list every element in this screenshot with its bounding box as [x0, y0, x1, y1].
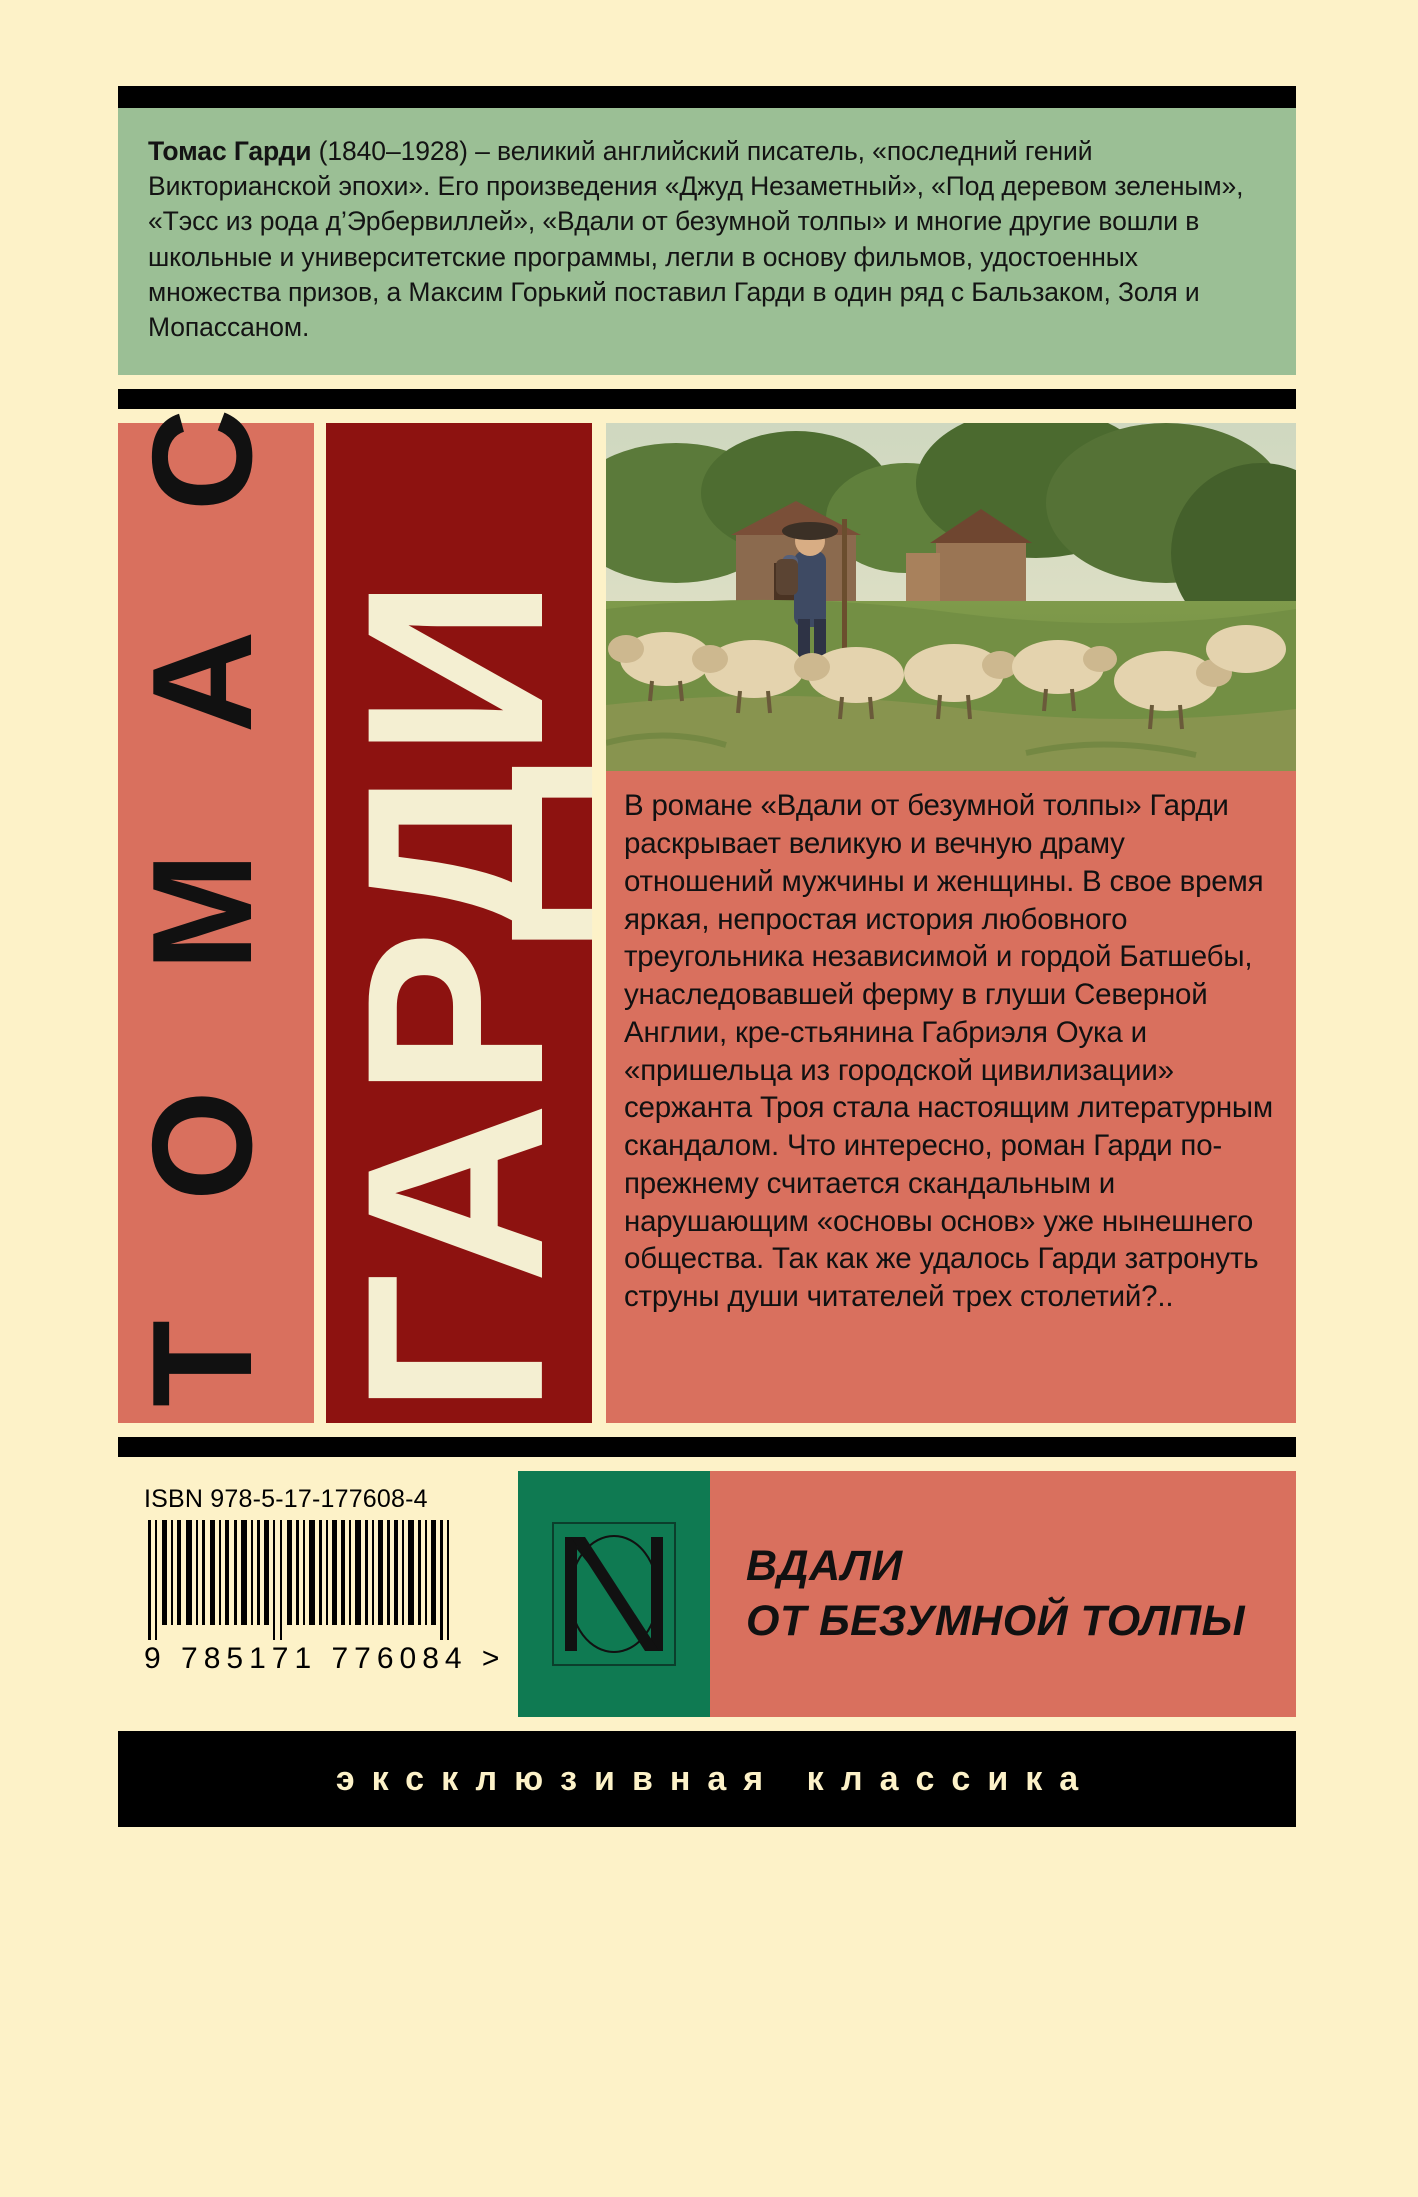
author-name-bold: Томас Гарди	[148, 136, 312, 166]
author-blurb-text	[148, 134, 1266, 345]
barcode-bars	[144, 1520, 474, 1640]
author-blurb-panel	[118, 108, 1296, 375]
shepherd-with-sheep-painting	[606, 423, 1296, 771]
ast-n-logo-icon	[549, 1519, 679, 1669]
cover-art-image	[606, 423, 1296, 771]
book-back-cover	[118, 86, 1296, 2116]
isbn-text: ISBN 978-5-17-177608-4	[144, 1485, 428, 1514]
barcode-block	[118, 1471, 504, 1717]
synopsis-panel	[606, 771, 1296, 1423]
author-blurb-body: (1840–1928) – великий английский писатель, «последний гений Викторианской эпохи». Его произведения «Джуд Незаметный», «Под деревом зеленым», «Тэсс из рода д’Эрбервиллей», «Вдали от безумной толпы» и многие другие вошли в школьные и университетские программы, легли в основу фильмов, удостоенных множества призов, а Максим Горький поставил Гарди в один ряд с Бальзаком, Золя и Мопассаном.	[148, 136, 1244, 343]
synopsis-text: В романе «Вдали от безумной толпы» Гарди раскрывает великую и вечную драму отношений мужчины и женщины. В свое время яркая, непростая история любовного треугольника независимой и гордой Батшебы, унаследовавшей ферму в глуши Северной Англии, кре-стьянина Габриэля Оука и «пришельца из городской цивилизации» сержанта Троя стала настоящим литературным скандалом. Что интересно, роман Гарди по-прежнему считается скандальным и нарушающим «основы основ» уже нынешнего общества. Так как же удалось Гарди затронуть струны души читателей трех столетий?..	[624, 789, 1273, 1314]
book-title-block	[710, 1471, 1296, 1717]
cover-middle-section	[118, 369, 1296, 1423]
barcode-digits: 9 785171 776084 >	[144, 1642, 506, 1676]
middle-divider-rule	[118, 389, 1296, 409]
author-first-name-vertical: Т О М А С	[123, 369, 282, 1408]
cover-bottom-section	[118, 1471, 1296, 1717]
publisher-logo-block	[518, 1471, 710, 1717]
book-title-line-1: ВДАЛИ	[746, 1541, 903, 1590]
book-title-line-2: ОТ БЕЗУМНОЙ ТОЛПЫ	[746, 1597, 1246, 1646]
top-divider-rule	[118, 86, 1296, 108]
author-last-name-vertical: ГАРДИ	[315, 573, 596, 1416]
series-footer	[118, 1731, 1296, 1827]
series-label: эксклюзивная классика	[335, 1759, 1096, 1798]
bottom-divider-rule	[118, 1437, 1296, 1457]
